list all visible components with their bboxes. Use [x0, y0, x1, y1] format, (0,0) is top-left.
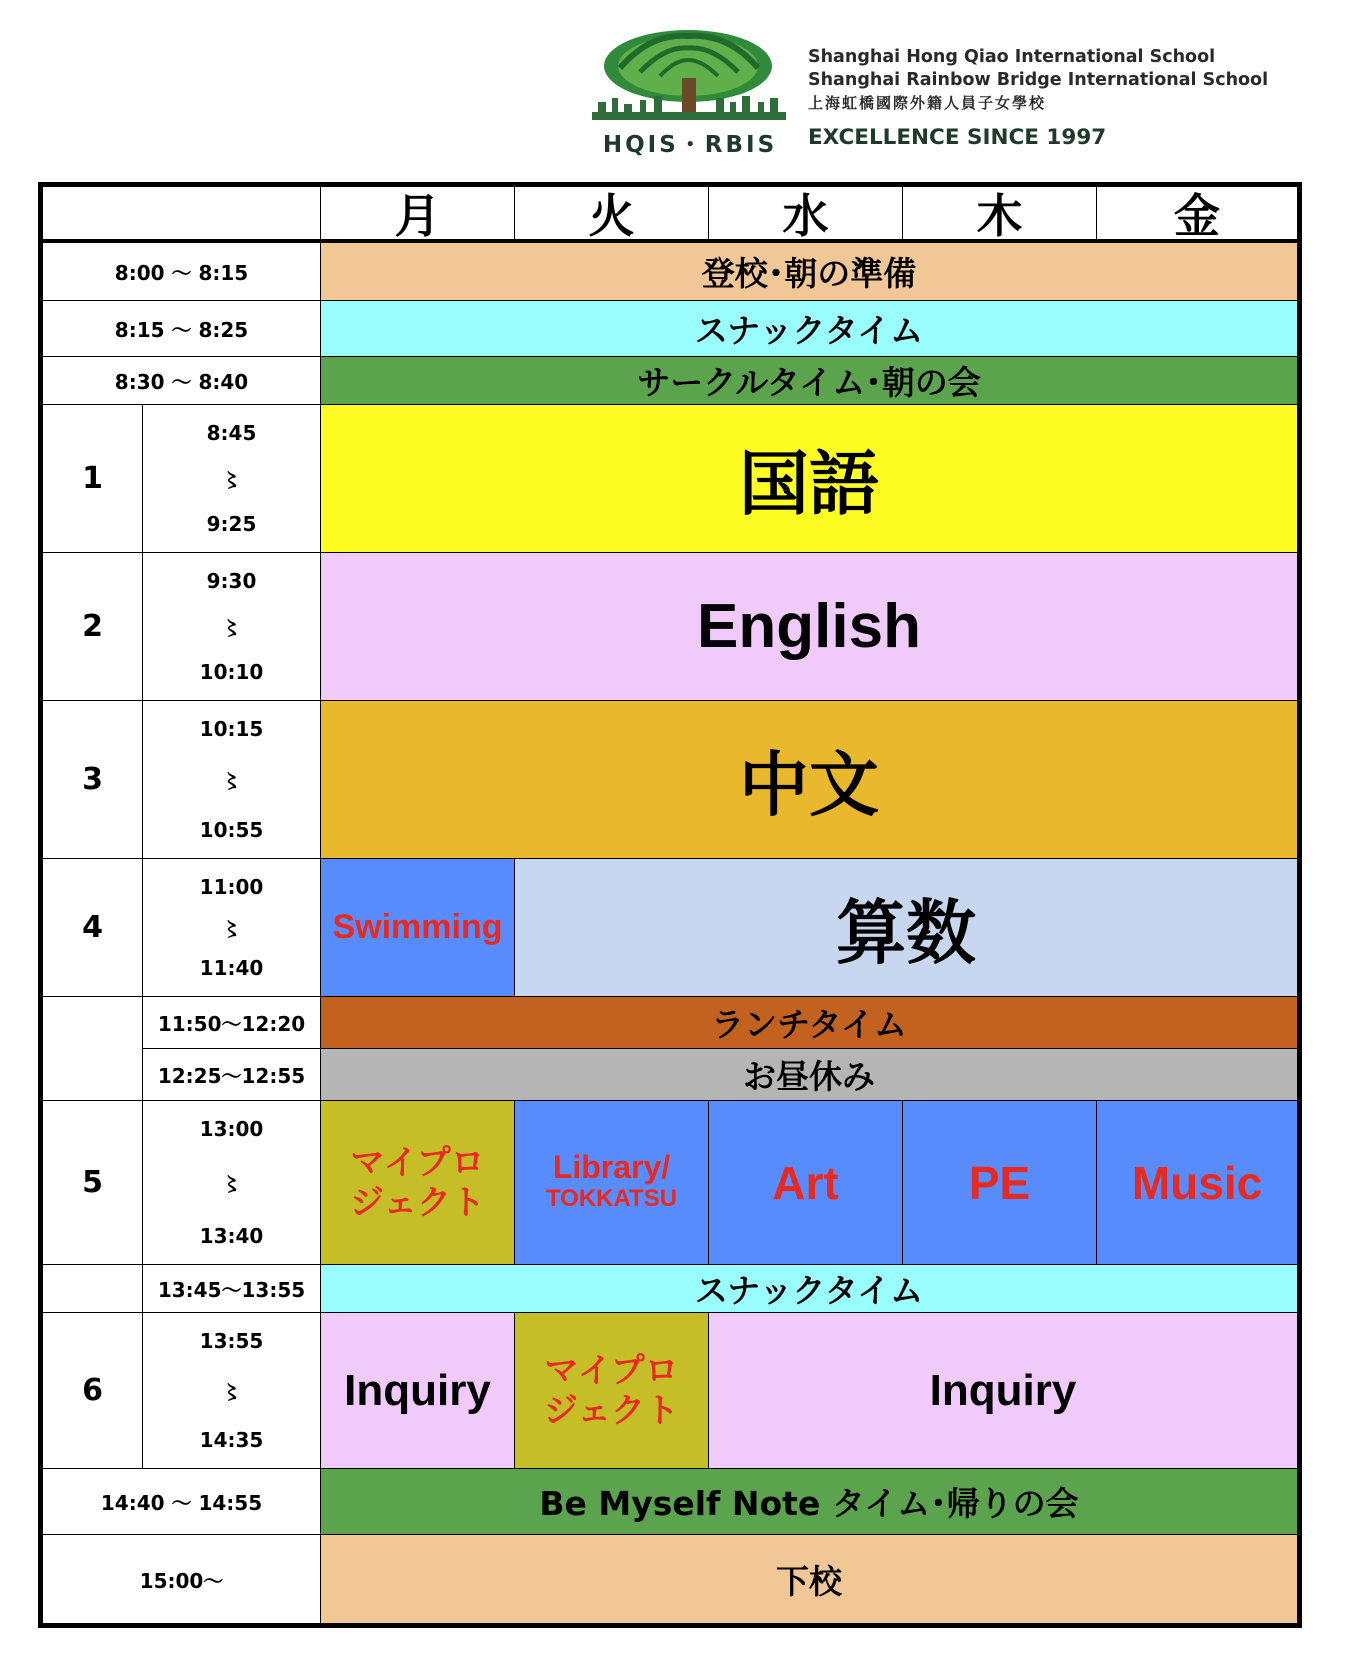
subject-music: Music	[1097, 1101, 1297, 1265]
subject-my-project	[515, 1313, 709, 1469]
time-cell: 14:40 〜 14:55	[43, 1469, 321, 1535]
time-separator: 〻	[221, 769, 242, 793]
start-time: 9:30	[206, 569, 257, 593]
logo-text: HQIS・RBIS	[602, 132, 778, 158]
time-cell: 13:45〜13:55	[143, 1265, 321, 1313]
subject-english: English	[321, 553, 1297, 701]
dismissal-band: 下校	[321, 1535, 1297, 1623]
period-number: 2	[43, 553, 143, 701]
tree-logo-icon	[590, 28, 790, 123]
time-separator: 〻	[221, 468, 242, 492]
end-time: 10:55	[199, 818, 264, 842]
time-separator: 〻	[221, 917, 242, 941]
start-time: 13:00	[199, 1117, 264, 1141]
period-number: 1	[43, 405, 143, 553]
day-header-fri: 金	[1097, 187, 1297, 243]
period-number: 6	[43, 1313, 143, 1469]
period-time	[143, 405, 321, 553]
time-cell: 8:00 〜 8:15	[43, 243, 321, 301]
subject-swimming: Swimming	[321, 859, 515, 997]
end-time: 13:40	[199, 1224, 264, 1248]
time-cell: 8:15 〜 8:25	[43, 301, 321, 357]
day-header-thu: 木	[903, 187, 1097, 243]
start-time: 11:00	[199, 875, 264, 899]
subject-library-tokkatsu	[515, 1101, 709, 1265]
subject-my-project	[321, 1101, 515, 1265]
period-time	[143, 859, 321, 997]
period-time	[143, 553, 321, 701]
start-time: 13:55	[199, 1329, 264, 1353]
end-time: 14:35	[199, 1428, 264, 1452]
subject-chinese: 中文	[321, 701, 1297, 859]
time-separator: 〻	[221, 616, 242, 640]
school-logo	[590, 28, 790, 158]
school-tagline: EXCELLENCE SINCE 1997	[808, 125, 1107, 150]
subject-line-2: ジェクト	[543, 1390, 680, 1431]
subject-line-1: Library/	[552, 1148, 671, 1185]
snack-band: スナックタイム	[321, 301, 1297, 357]
lunch-band: ランチタイム	[321, 997, 1297, 1049]
school-name-zh: 上海虹橋國際外籍人員子女學校	[808, 94, 1047, 112]
arrival-band: 登校･朝の準備	[321, 243, 1297, 301]
subject-line-2: TOKKATSU	[545, 1184, 678, 1212]
timetable	[38, 182, 1302, 1628]
time-cell: 8:30 〜 8:40	[43, 357, 321, 405]
subject-line-2: ジェクト	[349, 1182, 486, 1223]
circle-time-band: サークルタイム･朝の会	[321, 357, 1297, 405]
closing-band: Be Myself Note タイム･帰りの会	[321, 1469, 1297, 1535]
school-name-en-2: Shanghai Rainbow Bridge International School	[808, 70, 1269, 90]
time-separator: 〻	[221, 1172, 242, 1196]
period-number: 3	[43, 701, 143, 859]
lunch-break-band: お昼休み	[321, 1049, 1297, 1101]
period-time	[143, 701, 321, 859]
period-number: 5	[43, 1101, 143, 1265]
subject-art: Art	[709, 1101, 903, 1265]
end-time: 10:10	[199, 660, 264, 684]
day-header-wed: 水	[709, 187, 903, 243]
blank-period-cell	[43, 997, 143, 1101]
start-time: 8:45	[206, 421, 257, 445]
day-header-tue: 火	[515, 187, 709, 243]
end-time: 9:25	[206, 512, 257, 536]
period-number: 4	[43, 859, 143, 997]
end-time: 11:40	[199, 956, 264, 980]
subject-math: 算数	[515, 859, 1297, 997]
period-time	[143, 1101, 321, 1265]
start-time: 10:15	[199, 717, 264, 741]
time-cell: 15:00〜	[43, 1535, 321, 1623]
snack-band: スナックタイム	[321, 1265, 1297, 1313]
subject-inquiry: Inquiry	[709, 1313, 1297, 1469]
corner-cell	[43, 187, 321, 243]
subject-line-1: マイプロ	[350, 1142, 485, 1183]
time-cell: 11:50〜12:20	[143, 997, 321, 1049]
time-separator: 〻	[221, 1380, 242, 1404]
blank-period-cell	[43, 1265, 143, 1313]
subject-kokugo: 国語	[321, 405, 1297, 553]
school-name-en-1: Shanghai Hong Qiao International School	[808, 47, 1216, 67]
day-header-mon: 月	[321, 187, 515, 243]
subject-line-1: マイプロ	[544, 1350, 679, 1391]
school-names	[808, 46, 1268, 114]
period-time	[143, 1313, 321, 1469]
subject-pe: PE	[903, 1101, 1097, 1265]
time-cell: 12:25〜12:55	[143, 1049, 321, 1101]
subject-inquiry: Inquiry	[321, 1313, 515, 1469]
